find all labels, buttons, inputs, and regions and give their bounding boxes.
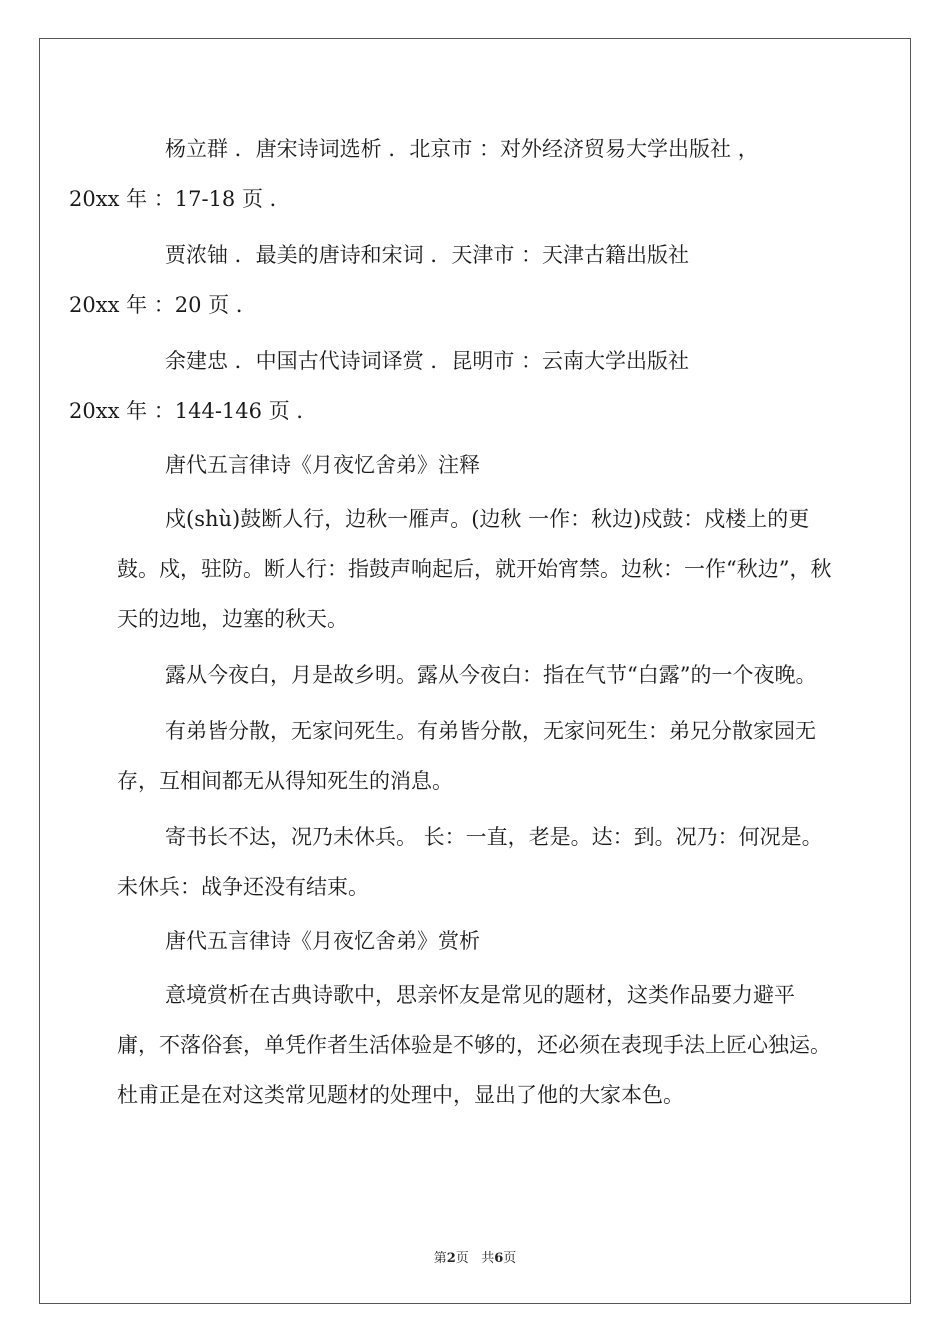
reference-line-2: 20xx 年 ：144-146 页 ．: [69, 399, 318, 423]
reference-line-1: 杨立群 ．唐宋诗词选析 ．北京市 ：对外经济贸易大学出版社 ，: [165, 137, 759, 161]
footer-prefix: 第: [433, 1251, 447, 1266]
reference-line-2: 20xx 年 ：20 页 ．: [69, 293, 257, 317]
reference-entry: [69, 124, 835, 224]
appreciation-heading: 唐代五言律诗《月夜忆舍弟》赏析: [165, 929, 480, 953]
reference-line-1: 贾浓铀 ．最美的唐诗和宋词 ．天津市 ：天津古籍出版社: [165, 243, 690, 267]
appreciation-paragraph: 意境赏析在古典诗歌中，思亲怀友是常见的题材，这类作品要力避平庸，不落俗套，单凭作者生活体验是不够的，还必须在表现手法上匠心独运。杜甫正是在对这类常见题材的处理中，显出了他的大家本色。: [117, 983, 831, 1107]
page-footer: [0, 1247, 950, 1266]
reference-entry: [69, 230, 835, 330]
reference-line-1: 余建忠 ．中国古代诗词译赏 ．昆明市 ：云南大学出版社: [165, 349, 690, 373]
footer-suffix: 页: [503, 1251, 517, 1266]
total-page-number: 6: [494, 1251, 504, 1266]
reference-line-2: 20xx 年 ：17-18 页 ．: [69, 187, 291, 211]
annotation-heading: 唐代五言律诗《月夜忆舍弟》注释: [165, 453, 480, 477]
annotation-paragraph: 有弟皆分散，无家问死生。有弟皆分散，无家问死生：弟兄分散家园无存，互相间都无从得知死生的消息。: [117, 719, 816, 793]
reference-entry: [69, 336, 835, 436]
annotation-paragraph: 露从今夜白，月是故乡明。露从今夜白：指在气节“白露”的一个夜晚。: [165, 663, 817, 687]
footer-middle: 页 共: [455, 1251, 495, 1266]
document-body: [69, 124, 835, 1126]
annotation-paragraph: 戍(shù)鼓断人行，边秋一雁声。(边秋 一作：秋边)戍鼓：戍楼上的更鼓。戍，驻防。断人行：指鼓声响起后，就开始宵禁。边秋：一作“秋边”，秋天的边地，边塞的秋天。: [117, 507, 832, 631]
annotation-paragraph: 寄书长不达，况乃未休兵。 长：一直，老是。达：到。况乃：何况是。未休兵：战争还没有结束。: [117, 825, 823, 899]
current-page-number: 2: [446, 1251, 456, 1266]
